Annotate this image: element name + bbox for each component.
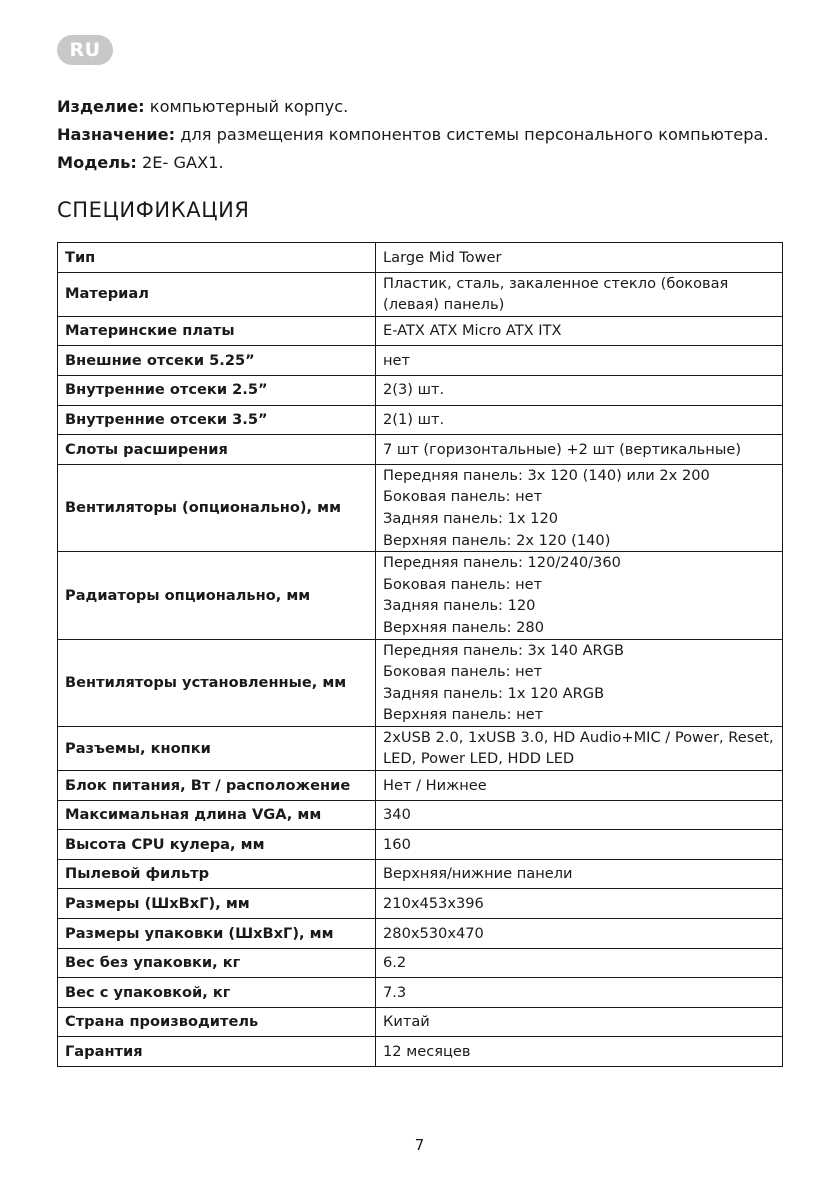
spec-key: Высота CPU кулера, мм: [58, 830, 376, 860]
spec-row: [58, 919, 783, 949]
intro-label: Модель:: [57, 153, 137, 172]
spec-value-line: Боковая панель: нет: [383, 663, 543, 681]
spec-key: Гарантия: [58, 1037, 376, 1067]
spec-value: [376, 726, 783, 770]
spec-value-line: Верхняя панель: нет: [383, 706, 544, 724]
spec-table-body: [58, 243, 783, 1067]
spec-value-line: Пластик, сталь, закаленное стекло (боковая: [383, 274, 729, 292]
spec-key: Блок питания, Вт / расположение: [58, 771, 376, 801]
spec-value-line: LED, Power LED, HDD LED: [383, 750, 575, 768]
spec-value: [376, 919, 783, 949]
spec-row: [58, 552, 783, 639]
spec-key: Вентиляторы установленные, мм: [58, 639, 376, 726]
spec-value: [376, 405, 783, 435]
intro-text: для размещения компонентов системы персонального компьютера.: [175, 125, 769, 144]
spec-key: Внутренние отсеки 3.5”: [58, 405, 376, 435]
spec-key: Максимальная длина VGA, мм: [58, 800, 376, 830]
spec-row: [58, 889, 783, 919]
spec-value-line: Передняя панель: 3x 140 ARGB: [383, 641, 625, 659]
spec-value-line: Задняя панель: 1x 120 ARGB: [383, 684, 605, 702]
product-intro: [57, 93, 797, 177]
spec-value: [376, 346, 783, 376]
spec-value: [376, 1007, 783, 1037]
spec-row: [58, 405, 783, 435]
spec-value: [376, 859, 783, 889]
spec-value-line: Передняя панель: 3x 120 (140) или 2x 200: [383, 466, 710, 484]
spec-value-line: 340: [383, 806, 411, 824]
section-title: СПЕЦИФИКАЦИЯ: [57, 198, 250, 222]
intro-text: 2E- GAX1.: [136, 153, 224, 172]
spec-value: [376, 771, 783, 801]
spec-key: Пылевой фильтр: [58, 859, 376, 889]
spec-value-line: Верхняя панель: 2x 120 (140): [383, 531, 611, 549]
spec-value-line: Нет / Нижнее: [383, 776, 487, 794]
spec-key: Внутренние отсеки 2.5”: [58, 375, 376, 405]
spec-key: Радиаторы опционально, мм: [58, 552, 376, 639]
spec-value-line: E-ATX ATX Micro ATX ITX: [383, 322, 562, 340]
spec-value: [376, 316, 783, 346]
spec-row: [58, 1037, 783, 1067]
spec-value: [376, 889, 783, 919]
spec-row: [58, 948, 783, 978]
spec-row: [58, 1007, 783, 1037]
spec-value: [376, 552, 783, 639]
spec-value-line: 2(3) шт.: [383, 381, 445, 399]
spec-key: Вентиляторы (опционально), мм: [58, 464, 376, 551]
spec-value-line: Large Mid Tower: [383, 248, 502, 266]
spec-value-line: (левая) панель): [383, 296, 505, 314]
intro-label: Назначение:: [57, 125, 176, 144]
spec-row: [58, 639, 783, 726]
spec-value-line: 12 месяцев: [383, 1042, 471, 1060]
spec-row: [58, 978, 783, 1008]
spec-value: [376, 375, 783, 405]
spec-value-line: 6.2: [383, 954, 407, 972]
spec-value-line: Задняя панель: 120: [383, 597, 536, 615]
spec-value-line: 7.3: [383, 983, 407, 1001]
spec-key: Страна производитель: [58, 1007, 376, 1037]
spec-row: [58, 272, 783, 316]
spec-value: [376, 639, 783, 726]
spec-row: [58, 346, 783, 376]
spec-value-line: 280x530x470: [383, 924, 484, 942]
spec-value: [376, 1037, 783, 1067]
spec-row: [58, 316, 783, 346]
spec-table: [57, 242, 783, 1067]
spec-value: [376, 243, 783, 273]
spec-value: [376, 800, 783, 830]
spec-row: [58, 464, 783, 551]
spec-value-line: Боковая панель: нет: [383, 575, 543, 593]
spec-value-line: Китай: [383, 1013, 430, 1031]
spec-value-line: 2(1) шт.: [383, 411, 445, 429]
spec-row: [58, 859, 783, 889]
intro-model-line: [57, 149, 797, 177]
spec-value-line: 7 шт (горизонтальные) +2 шт (вертикальные): [383, 440, 742, 458]
spec-key: Тип: [58, 243, 376, 273]
spec-value: [376, 830, 783, 860]
spec-value-line: 160: [383, 835, 411, 853]
spec-key: Размеры упаковки (ШxВxГ), мм: [58, 919, 376, 949]
spec-key: Материнские платы: [58, 316, 376, 346]
language-badge: RU: [57, 35, 113, 65]
spec-key: Вес с упаковкой, кг: [58, 978, 376, 1008]
spec-value-line: Передняя панель: 120/240/360: [383, 554, 621, 572]
spec-row: [58, 375, 783, 405]
spec-row: [58, 435, 783, 465]
spec-value-line: Боковая панель: нет: [383, 488, 543, 506]
spec-value-line: Верхняя/нижние панели: [383, 865, 573, 883]
spec-row: [58, 771, 783, 801]
spec-row: [58, 800, 783, 830]
intro-label: Изделие:: [57, 97, 145, 116]
spec-key: Вес без упаковки, кг: [58, 948, 376, 978]
spec-key: Внешние отсеки 5.25”: [58, 346, 376, 376]
spec-key: Размеры (ШxВxГ), мм: [58, 889, 376, 919]
spec-value-line: Верхняя панель: 280: [383, 618, 544, 636]
intro-text: компьютерный корпус.: [144, 97, 349, 116]
intro-product-line: [57, 93, 797, 121]
spec-value: [376, 948, 783, 978]
intro-purpose-line: [57, 121, 797, 149]
page-number: 7: [414, 1136, 425, 1154]
spec-row: [58, 726, 783, 770]
spec-value: [376, 464, 783, 551]
spec-value: [376, 272, 783, 316]
spec-value: [376, 978, 783, 1008]
spec-key: Материал: [58, 272, 376, 316]
spec-value-line: 210x453x396: [383, 894, 484, 912]
spec-value: [376, 435, 783, 465]
spec-value-line: Задняя панель: 1x 120: [383, 509, 559, 527]
spec-key: Разъемы, кнопки: [58, 726, 376, 770]
spec-value-line: 2xUSB 2.0, 1xUSB 3.0, HD Audio+MIC / Power, Reset,: [383, 728, 774, 746]
spec-key: Слоты расширения: [58, 435, 376, 465]
spec-row: [58, 830, 783, 860]
spec-row: [58, 243, 783, 273]
spec-value-line: нет: [383, 351, 411, 369]
